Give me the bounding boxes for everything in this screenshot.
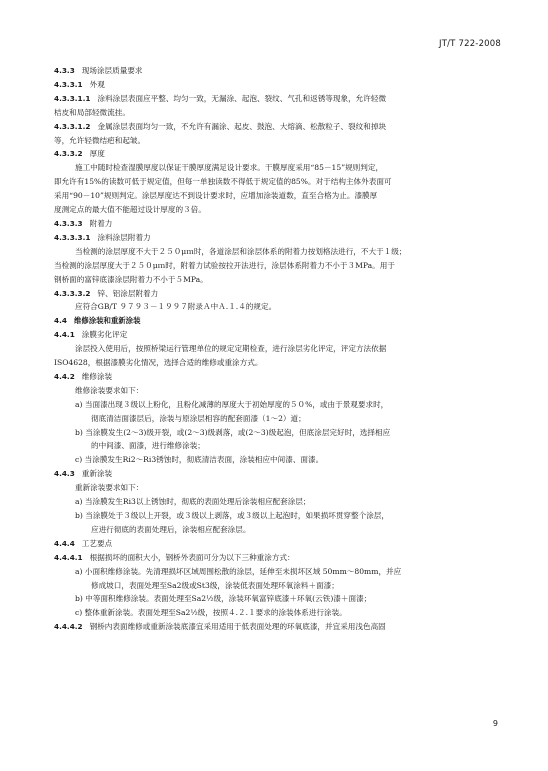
line-text: c) 当涂膜发生Ri2～Ri3锈蚀时，彻底清洁表面，涂装相应中间漆、面漆。 [75,455,324,465]
line-text: 工艺要点 [81,538,113,548]
text-line [54,579,500,593]
line-text: 的中间漆、面漆，进行维修涂装； [91,441,205,451]
line-text: 应进行彻底的表面处理后，涂装相应配套涂层。 [91,524,251,534]
line-text: 应符合GB/T ９７９３－１９９７附录Ａ中Ａ.１.４的规定。 [75,302,277,312]
text-line [54,203,500,217]
text-line [54,565,500,579]
section-title: 维修涂装和重新涂装 [73,316,141,326]
text-line [54,620,500,634]
line-text: 现场涂层质量要求 [81,66,143,75]
section-number: 4.4.2 [54,371,75,381]
line-text: a) 当面漆出现３级以上粉化，且粉化减薄的厚度大于初始厚度的５０%，或由于景观要求时， [75,399,389,409]
line-text: 钢桥内表面维修或重新涂装底漆宜采用适用于低表面处理的环氧底漆，并宜采用浅色高固 [89,622,386,632]
line-text: 根据损坏的面积大小，钢桥外表面可分为以下三种重涂方式： [89,552,295,562]
text-line [54,300,500,314]
text-line [54,189,500,203]
line-text: 即允许有15%的读数可低于规定值，但每一单独读数不得低于规定值的85%。对于结构主体外表面可 [54,177,392,187]
line-text: 修成坡口，表面处理至Sa2级或St3级，涂装低表面处理环氧涂料＋面漆； [91,580,339,590]
text-line [54,328,500,342]
section-number: 4.3.3.1.1 [54,93,91,103]
line-text: 涂料涂层表面应平整、均匀一致，无漏涂、起泡、裂纹、气孔和返锈等现象，允许轻微 [97,93,387,103]
text-line [54,509,500,523]
text-line [54,384,500,398]
line-text: 外观 [89,79,105,89]
text-line [54,592,500,606]
text-line [54,606,500,620]
line-text: c) 整体重新涂装。表面处理至Sa2½级，按照４.２.１要求的涂装体系进行涂装。 [75,608,347,618]
text-line [54,161,500,175]
text-line [54,356,500,370]
section-number: 4.4.4.1 [54,552,83,562]
section-number: 4.4.1 [54,330,75,340]
document-body [54,64,500,634]
page-number: 9 [492,719,498,728]
text-line [54,551,500,565]
line-text: ISO4628，根据漆膜劣化情况，选择合适的维修或重涂方式。 [54,358,263,368]
text-line [54,78,500,92]
text-line [54,412,500,426]
section-number: 4.3.3.1 [54,79,83,89]
text-line [54,523,500,537]
line-text: 施工中随时检查湿膜厚度以保证干膜厚度满足设计要求。干膜厚度采用“85－15”规则判定， [75,163,384,173]
line-text: 钢桥面的富锌底漆涂层附着力不小于５MPa。 [54,274,208,284]
section-number: 4.3.3.2 [54,149,83,159]
line-text: 当检测的涂层厚度大于２５０μｍ时，附着力试验按拉开法进行，涂层体系附着力不小于３MPa。用于 [54,260,395,270]
line-text: a) 小面积维修涂装。先清理损坏区域周围松散的涂层，延伸至未损坏区域 50mm～80mm，并应 [75,566,402,576]
line-text: 重新涂装要求如下： [75,483,144,493]
line-text: 彻底清洁面漆层后，涂装与原涂层相容的配套面漆（1～2）道； [91,413,306,423]
text-line [54,370,500,384]
line-text: 厚度 [89,149,105,159]
text-line [54,287,500,301]
line-text: a) 当涂膜发生Ri3以上锈蚀时，彻底的表面处理后涂装相应配套涂层； [75,497,311,507]
text-line [54,245,500,259]
line-text: 维修涂装要求如下： [75,385,144,395]
text-line [54,106,500,120]
text-line [54,217,500,231]
section-number: 4.3.3.3.2 [54,288,91,298]
text-line [54,134,500,148]
text-line [54,147,500,161]
text-line [54,426,500,440]
text-line [54,64,500,78]
line-text: 金属涂层表面均匀一致，不允许有漏涂、起皮、鼓泡、大熔滴、松散粒子、裂纹和掉块 [97,121,387,131]
text-line [54,537,500,551]
line-text: 涂层投入使用后，按照桥梁运行管理单位的规定定期检查，进行涂层劣化评定，评定方法依据 [75,344,387,354]
text-line [54,453,500,467]
text-line [54,439,500,453]
section-number: 4.4.4 [54,538,75,548]
line-text: b) 中等面积维修涂装。表面处理至Sa2½级，涂装环氧富锌底漆＋环氧(云铁)漆＋面漆； [75,594,372,604]
text-line [54,231,500,245]
line-text: b) 当涂膜发生(2～3)级开裂，或(2～3)级剥落，或(2～3)级起泡，但底涂层完好时，选择相应 [75,427,391,437]
text-line [54,175,500,189]
line-text: 采用“90－10”规则判定。涂层厚度达不到设计要求时，应增加涂装道数，直至合格为止。漆膜厚 [54,191,378,201]
line-text: 附着力 [89,218,113,228]
line-text: 当检测的涂层厚度不大于２５０μｍ时，各道涂层和涂层体系的附着力按划格法进行，不大于１级； [75,246,407,256]
text-line [54,481,500,495]
text-line [54,467,500,481]
text-line [54,92,500,106]
line-text: 度测定点的最大值不能超过设计厚度的３倍。 [54,205,206,215]
text-line [54,495,500,509]
section-number: 4.3.3.3 [54,218,83,228]
section-number: 4.3.3.3.1 [54,232,91,242]
text-line [54,273,500,287]
section-number: 4.4.3 [54,469,75,479]
document-code-header: JT/T 722-2008 [439,39,501,49]
line-text: b) 当涂膜处于３级以上开裂，或３级以上剥落，或３级以上起泡时，如果损坏贯穿整个涂层， [75,511,389,520]
line-text: 锌、铝涂层附着力 [97,288,159,298]
line-text: 涂膜劣化评定 [81,330,128,340]
text-line [54,120,500,134]
text-line [54,314,500,328]
line-text: 涂料涂层附着力 [97,232,151,242]
text-line [54,342,500,356]
text-line [54,398,500,412]
section-number: 4.4.4.2 [54,622,83,632]
section-number: 4.3.3.1.2 [54,121,91,131]
text-line [54,259,500,273]
line-text: 维修涂装 [81,371,113,381]
line-text: 等，允许轻微结疤和起皱。 [54,135,146,145]
section-number: 4.4 [54,316,67,326]
line-text: 重新涂装 [81,469,113,479]
section-number: 4.3.3 [54,66,75,75]
line-text: 桔皮和局部轻微流挂。 [54,107,130,117]
